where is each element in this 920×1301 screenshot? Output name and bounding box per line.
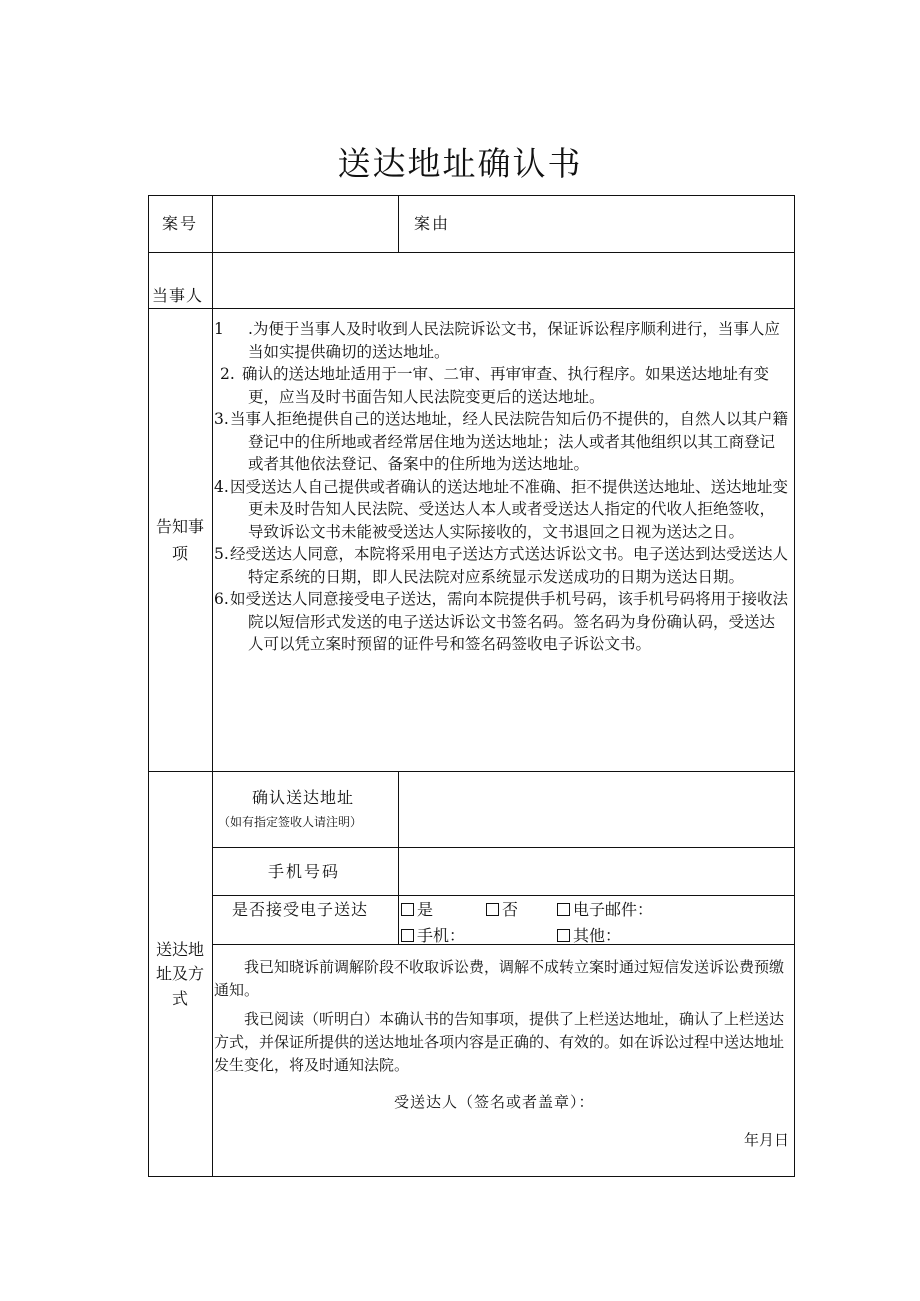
option-yes-label: 是 <box>417 900 434 919</box>
option-email[interactable] <box>557 900 653 921</box>
electronic-service-label: 是否接受电子送达 <box>232 900 369 919</box>
address-section-label-line1: 送达地 <box>156 940 205 959</box>
notice-item <box>214 363 790 408</box>
document-title: 送达地址确认书 <box>337 144 583 183</box>
notice-label-line2: 项 <box>172 544 189 563</box>
case-number-field[interactable] <box>214 198 396 250</box>
notice-item-number: 1 <box>214 320 224 338</box>
option-yes[interactable] <box>401 900 433 921</box>
notice-item-number: 6. <box>214 590 229 608</box>
address-section-label-line3: 式 <box>172 989 189 1008</box>
notice-item-number: 5. <box>214 545 229 563</box>
checkbox-icon[interactable] <box>401 929 414 942</box>
case-reason-label: 案由 <box>414 214 451 233</box>
case-number-label: 案号 <box>162 214 199 233</box>
notice-item-number: 2. <box>220 365 235 383</box>
notice-item <box>214 318 790 363</box>
notice-item-text: 当事人拒绝提供自己的送达地址，经人民法院告知后仍不提供的，自然人以其户籍登记中的住所地或者经常居住地为送达地址；法人或者其他组织以其工商登记或者其他依法登记、备案中的住所地为送达地址。 <box>230 410 789 473</box>
confirm-address-note: （如有指定签收人请注明） <box>218 815 363 829</box>
notice-list <box>214 318 790 656</box>
notice-item-number: 3. <box>214 410 229 428</box>
signature-label: 受送达人（签名或者盖章）： <box>394 1093 595 1111</box>
notice-item-text: 经受送达人同意，本院将采用电子送达方式送达诉讼文书。电子送达到达受送达人特定系统的日期，即人民法院对应系统显示发送成功的日期为送达日期。 <box>230 545 789 586</box>
statement-paragraph-1: 我已知晓诉前调解阶段不收取诉讼费，调解不成转立案时通过短信发送诉讼费预缴通知。 <box>214 958 785 999</box>
party-label: 当事人 <box>152 286 204 305</box>
checkbox-icon[interactable] <box>486 903 499 916</box>
checkbox-icon[interactable] <box>557 903 570 916</box>
notice-item-text: 因受送达人自己提供或者确认的送达地址不准确、拒不提供送达地址、送达地址变更未及时告知人民法院、受送达人本人或者受送达人指定的代收人拒绝签收，导致诉讼文书未能被受送达人实际接收的，文书退回之日视为送达之日。 <box>230 477 789 541</box>
notice-item <box>214 408 790 476</box>
notice-item-number: 4. <box>214 477 229 496</box>
statement-block <box>214 956 792 1077</box>
option-mobile[interactable] <box>401 926 465 947</box>
checkbox-icon[interactable] <box>557 929 570 942</box>
notice-item <box>214 476 790 544</box>
phone-field[interactable] <box>401 850 791 892</box>
date-label: 年月日 <box>744 1131 790 1149</box>
notice-item <box>214 588 790 656</box>
statement-paragraph-2: 我已阅读（听明白）本确认书的告知事项，提供了上栏送达地址，确认了上栏送达方式，并保证所提供的送达地址各项内容是正确的、有效的。如在诉讼过程中送达地址发生变化，将及时通知法院。 <box>214 1010 785 1074</box>
option-other-label: 其他： <box>573 926 622 945</box>
notice-item-text: .为便于当事人及时收到人民法院诉讼文书，保证诉讼程序顺利进行，当事人应当如实提供确切的送达地址。 <box>248 320 780 361</box>
notice-label-line1: 告知事 <box>156 517 205 536</box>
party-field[interactable] <box>214 255 790 305</box>
phone-label: 手机号码 <box>268 862 341 881</box>
case-reason-field[interactable] <box>460 198 790 250</box>
notice-item-text: 如受送达人同意接受电子送达，需向本院提供手机号码，该手机号码将用于接收法院以短信形式发送的电子送达诉讼文书签名码。签名码为身份确认码，受送达人可以凭立案时预留的证件号和签名码签收电子诉讼文书。 <box>230 590 789 653</box>
address-section-label-line2: 址及方 <box>156 964 205 983</box>
option-other[interactable] <box>557 926 621 947</box>
confirm-address-label: 确认送达地址 <box>252 788 355 807</box>
option-email-label: 电子邮件： <box>573 900 654 919</box>
option-no[interactable] <box>486 900 518 921</box>
confirm-address-field[interactable] <box>401 774 791 844</box>
option-no-label: 否 <box>502 900 519 919</box>
option-mobile-label: 手机： <box>417 926 466 945</box>
notice-item-text: 确认的送达地址适用于一审、二审、再审审查、执行程序。如果送达地址有变更，应当及时书面告知人民法院变更后的送达地址。 <box>242 365 770 406</box>
checkbox-icon[interactable] <box>401 903 414 916</box>
notice-item <box>214 543 790 588</box>
